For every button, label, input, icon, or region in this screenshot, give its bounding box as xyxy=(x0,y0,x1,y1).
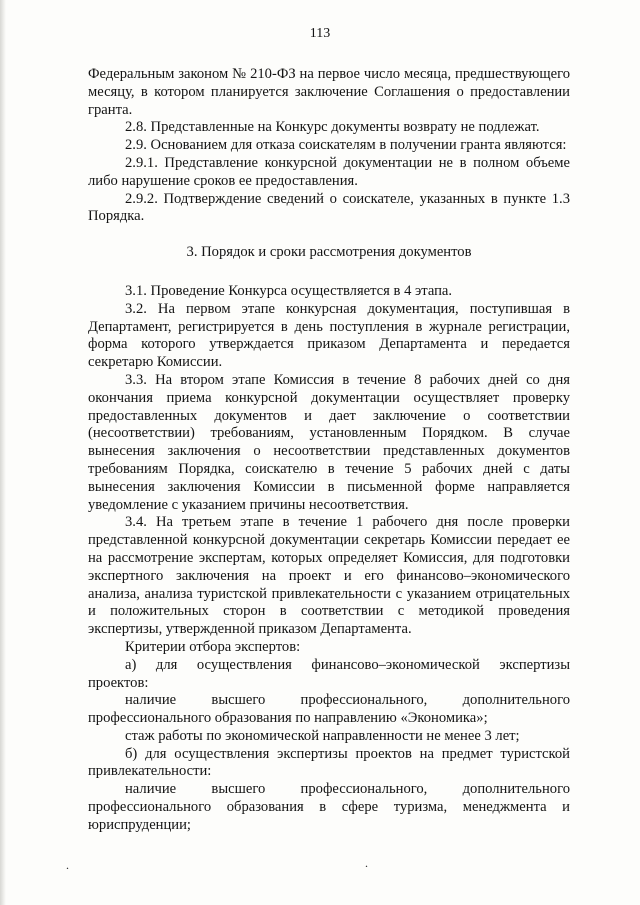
paragraph-criteria-b: б) для осуществления экспертизы проектов на предмет туристской привлекательности: xyxy=(88,745,570,780)
paragraph-federal-law: Федеральным законом № 210-ФЗ на первое число месяца, предшествующего месяцу, в котором планируется заключение Соглашения о предоставлении гранта. xyxy=(88,66,570,118)
paragraph-2-9-2: 2.9.2. Подтверждение сведений о соискателе, указанных в пункте 1.3 Порядка. xyxy=(88,190,570,225)
paragraph-3-3: 3.3. На втором этапе Комиссия в течение 8 рабочих дней со дня окончания приема конкурсной документации осуществляет проверку предоставленных документов и дает заключение о соответствии (несоответствии) требованиям, установленным Порядком. В случае вынесения заключения о несоответствии представленных документов требованиям Порядка, соискателю в течение 5 рабочих дней с даты вынесения заключения Комиссии в письменной форме направляется уведомление с указанием причины несоответствия. xyxy=(88,371,570,513)
document-body xyxy=(88,66,570,835)
paragraph-3-4: 3.4. На третьем этапе в течение 1 рабочего дня после проверки представленной конкурсной документации секретарь Комиссии передает ее на рассмотрение экспертам, которых определяет Комиссия, для подготовки экспертного заключения на проект и его финансово–экономического анализа, анализа туристской привлекательности с указанием отрицательных и положительных сторон в соответствии с методикой проведения экспертизы, утвержденной приказом Департамента. xyxy=(88,514,570,638)
page-number: 113 xyxy=(309,26,331,41)
scan-edge-shadow xyxy=(0,0,6,905)
paragraph-2-9-1: 2.9.1. Представление конкурсной документации не в полном объеме либо нарушение сроков ее предоставления. xyxy=(88,154,570,189)
paragraph-2-9: 2.9. Основанием для отказа соискателям в получении гранта являются: xyxy=(125,137,567,154)
paragraph-criteria-a: а) для осуществления финансово–экономической экспертизы проектов: xyxy=(88,656,570,691)
paragraph-3-2: 3.2. На первом этапе конкурсная документация, поступившая в Департамент, регистрируется в день поступления в журнале регистрации, форма которого утверждается приказом Департамента и передается секретарю Комиссии. xyxy=(88,300,570,371)
paragraph-3-1: 3.1. Проведение Конкурса осуществляется в 4 этапа. xyxy=(125,282,453,299)
footer-mark-left: . xyxy=(66,858,69,872)
footer-mark-center: . xyxy=(365,856,368,870)
paragraph-2-8: 2.8. Представленные на Конкурс документы возврату не подлежат. xyxy=(125,119,540,136)
paragraph-criteria-a-experience: стаж работы по экономической направленности не менее 3 лет; xyxy=(125,727,520,744)
paragraph-criteria-b-education: наличие высшего профессионального, дополнительного профессионального образования в сфере туризма, менеджмента и юриспруденции; xyxy=(88,781,570,833)
paragraph-criteria-a-education: наличие высшего профессионального, дополнительного профессионального образования по направлению «Экономика»; xyxy=(88,692,570,727)
paragraph-expert-criteria: Критерии отбора экспертов: xyxy=(125,638,301,655)
section-heading: 3. Порядок и сроки рассмотрения документов xyxy=(186,244,472,261)
